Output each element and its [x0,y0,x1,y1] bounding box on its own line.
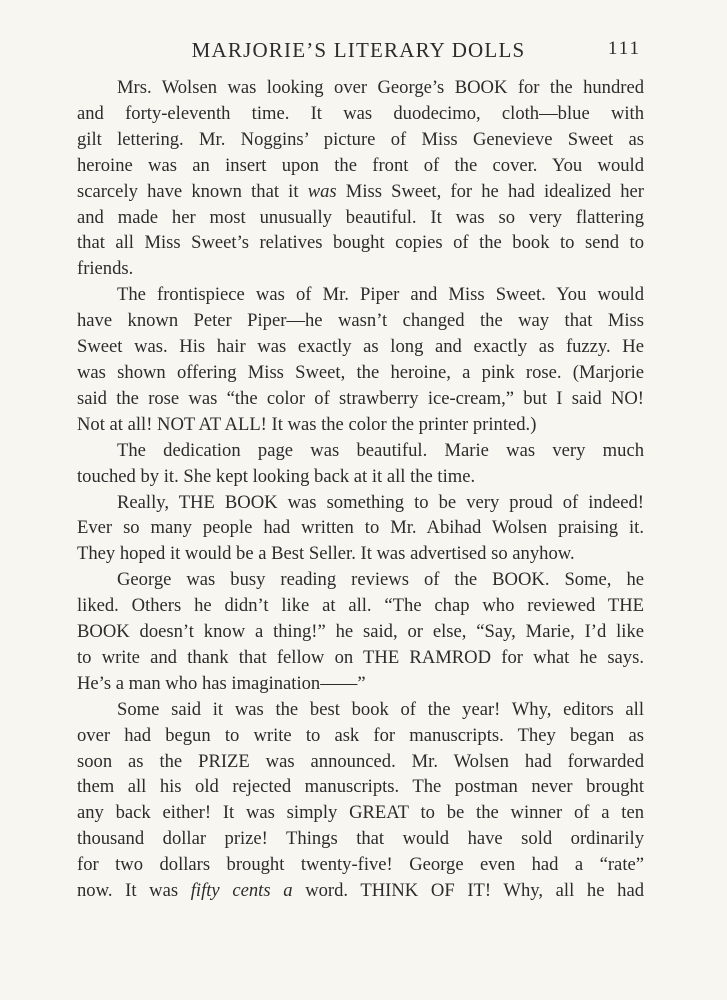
text-line: have known Peter Piper—he wasn’t changed the way that Miss [77,310,644,332]
text-line: Ever so many people had written to Mr. Abihad Wolsen praising it. [77,517,644,539]
text-line: Not at all! NOT AT ALL! It was the color the printer printed.) [77,413,537,435]
text-line: Sweet was. His hair was exactly as long and exactly as fuzzy. He [77,336,644,358]
text-line: gilt lettering. Mr. Noggins’ picture of Miss Genevieve Sweet as [77,128,644,150]
text-line: and made her most unusually beautiful. It was so very flattering [77,206,644,228]
text-line [77,878,644,904]
running-header [76,38,641,68]
text-line: any back either! It was simply GREAT to be the winner of a ten [77,802,644,824]
text-line: The frontispiece was of Mr. Piper and Miss Sweet. You would [117,284,644,306]
text-line: Some said it was the best book of the year! Why, editors all [117,698,644,720]
text-line: that all Miss Sweet’s relatives bought copies of the book to send to [77,232,644,254]
text-line: Really, THE BOOK was something to be very proud of indeed! [117,491,644,513]
text-segment: now. It was [77,880,191,902]
italic-text: was [307,180,337,202]
italic-text: fifty cents a [190,880,293,902]
text-line: soon as the PRIZE was announced. Mr. Wolsen had forwarded [77,750,644,772]
body-text [77,75,644,904]
text-line: said the rose was “the color of strawberry ice-cream,” but I said NO! [77,387,644,409]
text-line: for two dollars brought twenty-five! George even had a “rate” [77,854,644,876]
text-segment: scarcely have known that it [77,180,308,202]
text-line: The dedication page was beautiful. Marie was very much [117,439,644,461]
text-line: George was busy reading reviews of the BOOK. Some, he [117,569,644,591]
text-line: He’s a man who has imagination——” [77,672,366,694]
text-line: friends. [77,258,134,280]
text-line [77,179,644,205]
text-line: them all his old rejected manuscripts. The postman never brought [77,776,644,798]
text-line: liked. Others he didn’t like at all. “The chap who reviewed THE [77,595,644,617]
text-line: was shown offering Miss Sweet, the heroine, a pink rose. (Marjorie [77,361,644,383]
text-line: Mrs. Wolsen was looking over George’s BOOK for the hundred [117,77,644,98]
text-line: touched by it. She kept looking back at it all the time. [77,465,476,487]
text-line: heroine was an insert upon the front of the cover. You would [77,154,644,176]
text-segment: word. THINK OF IT! Why, all he had [292,880,644,902]
text-line: They hoped it would be a Best Seller. It was advertised so anyhow. [77,543,575,565]
text-segment: Miss Sweet, for he had idealized her [336,180,644,202]
text-line: and forty-eleventh time. It was duodecimo, cloth—blue with [77,102,644,124]
text-line: to write and thank that fellow on THE RAMROD for what he says. [77,646,644,668]
text-line: thousand dollar prize! Things that would have sold ordinarily [77,828,644,850]
text-line: BOOK doesn’t know a thing!” he said, or else, “Say, Marie, I’d like [77,621,644,643]
text-line: over had begun to write to ask for manuscripts. They began as [77,724,644,746]
page-number: 111 [607,38,641,59]
running-title: MARJORIE’S LITERARY DOLLS [191,38,526,62]
